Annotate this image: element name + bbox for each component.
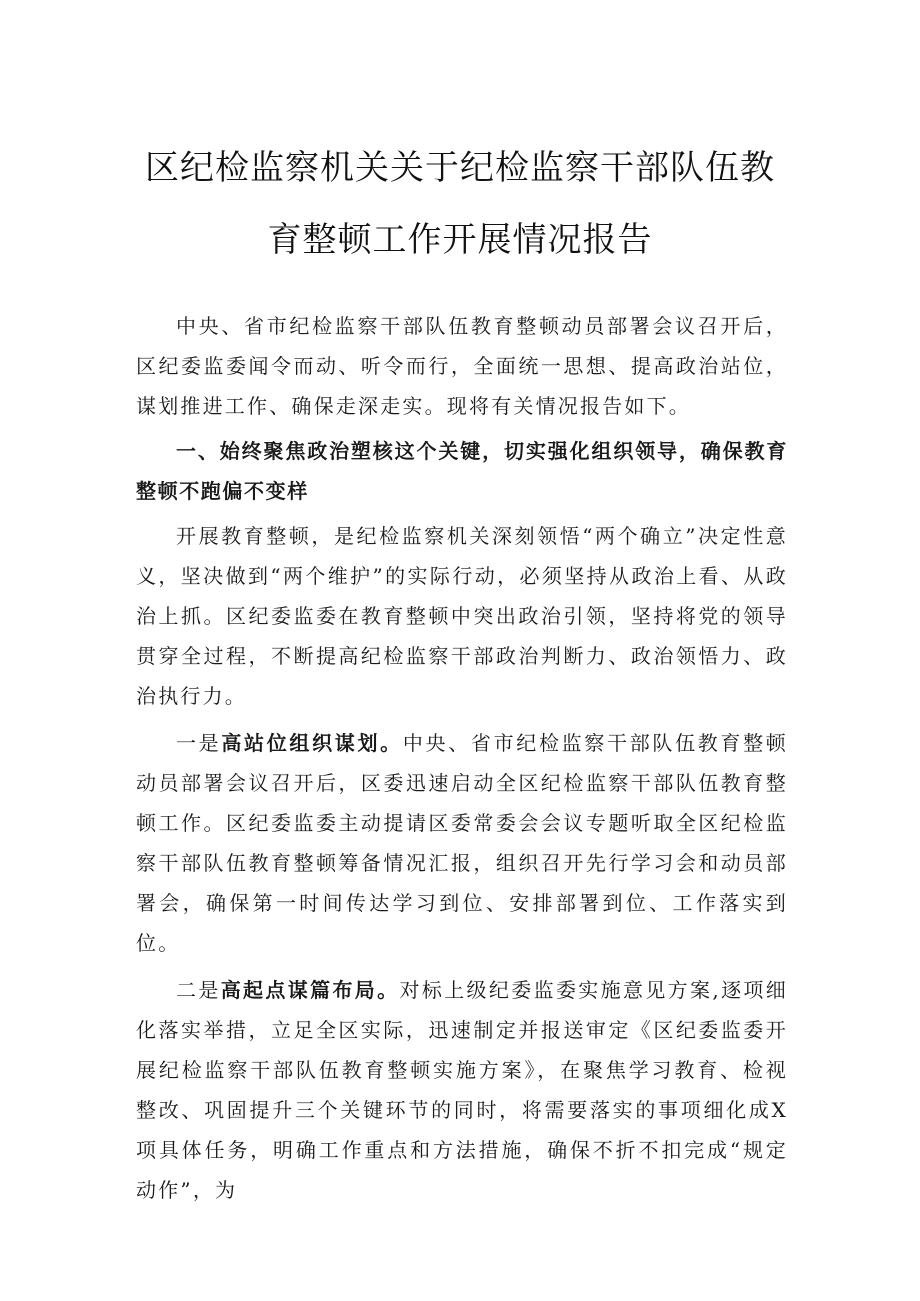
point-2-text: 对标上级纪委监委实施意见方案,逐项细化落实举措，立足全区实际，迅速制定并报送审定《区纪委监委开展纪检监察干部队伍教育整顿实施方案》，在聚焦学习教育、检视整改、巩固提升三个关键环节的同时，将需要落实的事项细化成X项具体任务，明确工作重点和方法措施，确保不折不扣完成“规定动作”，为	[136, 978, 788, 1202]
point-2-lead: 高起点谋篇布局。	[220, 978, 400, 1002]
document-title-line-1: 区纪检监察机关关于纪检监察干部队伍教	[145, 148, 775, 188]
section-1-paragraph: 开展教育整顿，是纪检监察机关深刻领悟“两个确立”决定性意义，坚决做到“两个维护”的实际行动，必须坚持从政治上看、从政治上抓。区纪委监委在教育整顿中突出政治引领，坚持将党的领导贯穿全过程，不断提高纪检监察干部政治判断力、政治领悟力、政治执行力。	[136, 524, 788, 708]
document-body	[136, 306, 788, 1210]
intro-paragraph: 中央、省市纪检监察干部队伍教育整顿动员部署会议召开后，区纪委监委闻令而动、听令而行，全面统一思想、提高政治站位，谋划推进工作、确保走深走实。现将有关情况报告如下。	[136, 314, 788, 418]
point-1-prefix: 一是	[176, 731, 222, 755]
point-1-paragraph	[136, 723, 788, 963]
point-1-text: 中央、省市纪检监察干部队伍教育整顿动员部署会议召开后，区委迅速启动全区纪检监察干部队伍教育整顿工作。区纪委监委主动提请区委常委会会议专题听取全区纪检监察干部队伍教育整顿筹备情况汇报，组织召开先行学习会和动员部署会，确保第一时间传达学习到位、安排部署到位、工作落实到位。	[136, 731, 788, 955]
section-1-heading: 一、始终聚焦政治塑核这个关键，切实强化组织领导，确保教育整顿不跑偏不变样	[136, 439, 788, 503]
point-1-lead: 高站位组织谋划。	[221, 731, 403, 755]
point-2-prefix: 二是	[176, 978, 221, 1002]
document-title-line-2: 育整顿工作开展情况报告	[267, 220, 653, 260]
point-2-paragraph	[136, 970, 788, 1210]
